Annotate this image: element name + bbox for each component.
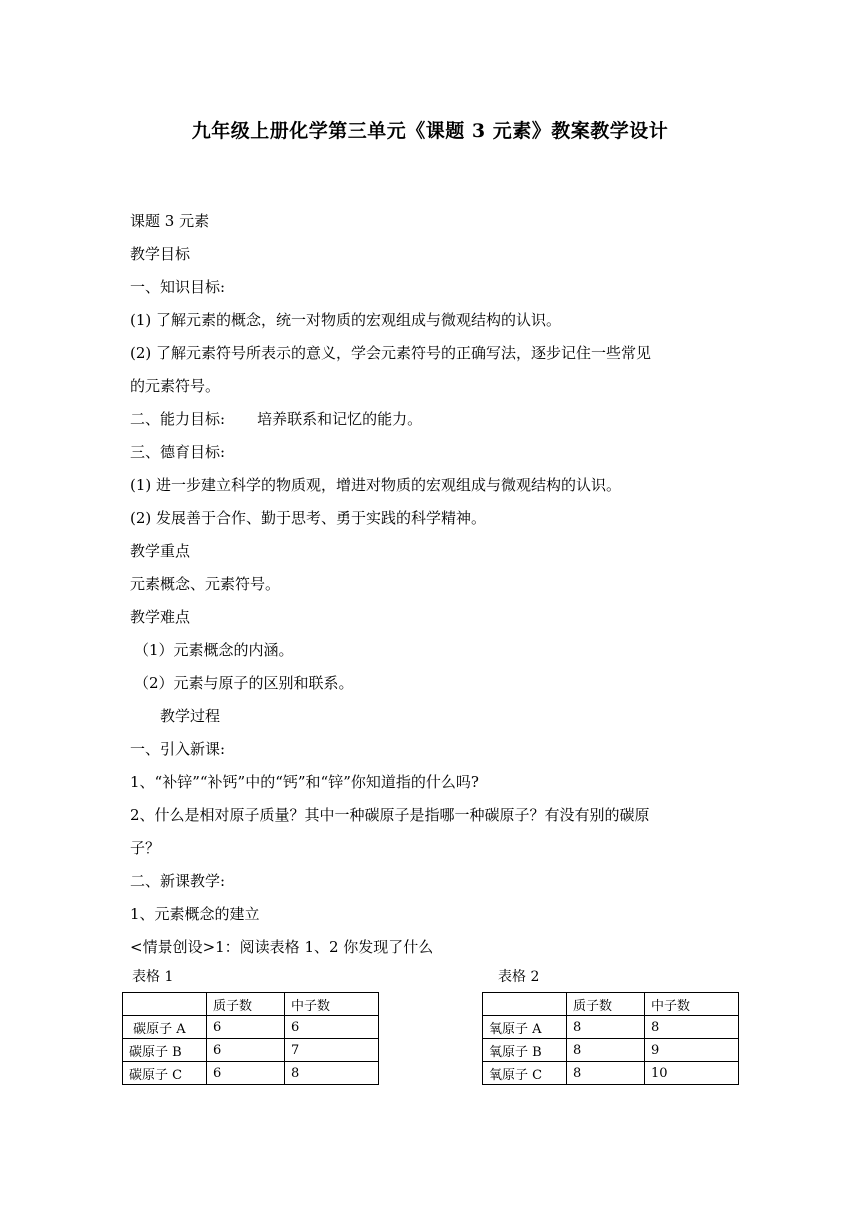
table-row [123, 993, 379, 1016]
table-header-cell: 质子数 [567, 993, 645, 1016]
section-teaching-goals: 教学目标 [130, 245, 191, 263]
table-2 [482, 992, 739, 1085]
intro-question-2: 2、什么是相对原子质量？其中一种碳原子是指哪一种碳原子？有没有别的碳原 [130, 806, 650, 824]
difficulty-1: （1）元素概念的内涵。 [134, 641, 294, 659]
knowledge-goal-2-cont: 的元素符号。 [130, 377, 221, 395]
table-2-caption: 表格 2 [498, 969, 540, 985]
intro-heading: 一、引入新课: [130, 740, 226, 758]
table-header-cell [123, 993, 207, 1016]
document-body [130, 205, 740, 964]
table-cell: 8 [567, 1016, 645, 1039]
scenario-prompt: <情景创设>1：阅读表格 1、2 你发现了什么 [130, 938, 434, 956]
table-header-cell [483, 993, 567, 1016]
key-points-text: 元素概念、元素符号。 [130, 575, 281, 593]
table-row [123, 1062, 379, 1085]
ability-goals-heading: 二、能力目标: [130, 410, 226, 428]
knowledge-goal-2: (2) 了解元素符号所表示的意义，学会元素符号的正确写法，逐步记住一些常见 [130, 344, 652, 362]
knowledge-goals-heading: 一、知识目标: [130, 278, 226, 296]
table-cell: 8 [567, 1062, 645, 1085]
ability-goals-text: 培养联系和记忆的能力。 [257, 410, 423, 428]
table-cell: 6 [285, 1016, 379, 1039]
difficulty-2: （2）元素与原子的区别和联系。 [134, 674, 354, 692]
table-header-cell: 质子数 [207, 993, 285, 1016]
table-row [483, 1016, 739, 1039]
table-cell: 6 [207, 1016, 285, 1039]
section-difficulties: 教学难点 [130, 608, 191, 626]
lesson-heading: 课题 3 元素 [130, 212, 210, 230]
table-cell: 9 [645, 1039, 739, 1062]
table-header-cell: 中子数 [285, 993, 379, 1016]
section-key-points: 教学重点 [130, 542, 191, 560]
table-1 [122, 992, 379, 1085]
intro-question-1: 1、“补锌”“补钙”中的“钙”和“锌”你知道指的什么吗? [130, 773, 479, 791]
document-title: 九年级上册化学第三单元《课题 3 元素》教案教学设计 [191, 120, 669, 142]
table-row [483, 1039, 739, 1062]
table-cell: 碳原子 B [123, 1039, 207, 1062]
table-cell: 氧原子 C [483, 1062, 567, 1085]
table-row [123, 1039, 379, 1062]
table-row [483, 1062, 739, 1085]
element-concept-heading: 1、元素概念的建立 [130, 905, 260, 923]
table-cell: 7 [285, 1039, 379, 1062]
new-lesson-heading: 二、新课教学: [130, 872, 226, 890]
section-teaching-process: 教学过程 [160, 707, 221, 725]
table-cell: 碳原子 C [123, 1062, 207, 1085]
moral-goal-2: (2) 发展善于合作、勤于思考、勇于实践的科学精神。 [130, 509, 487, 527]
table-cell: 10 [645, 1062, 739, 1085]
table-cell: 氧原子 B [483, 1039, 567, 1062]
moral-goals-heading: 三、德育目标: [130, 443, 226, 461]
table-1-caption: 表格 1 [132, 969, 174, 985]
table-cell: 碳原子 A [123, 1016, 207, 1039]
table-row [123, 1016, 379, 1039]
table-cell: 6 [207, 1062, 285, 1085]
intro-question-2-cont: 子？ [130, 839, 161, 857]
table-row [483, 993, 739, 1016]
table-cell: 氧原子 A [483, 1016, 567, 1039]
table-header-cell: 中子数 [645, 993, 739, 1016]
table-cell: 6 [207, 1039, 285, 1062]
moral-goal-1: (1) 进一步建立科学的物质观，增进对物质的宏观组成与微观结构的认识。 [130, 476, 622, 494]
ability-goals-line [130, 403, 740, 436]
table-cell: 8 [285, 1062, 379, 1085]
table-cell: 8 [645, 1016, 739, 1039]
knowledge-goal-1: (1) 了解元素的概念，统一对物质的宏观组成与微观结构的认识。 [130, 311, 562, 329]
table-cell: 8 [567, 1039, 645, 1062]
